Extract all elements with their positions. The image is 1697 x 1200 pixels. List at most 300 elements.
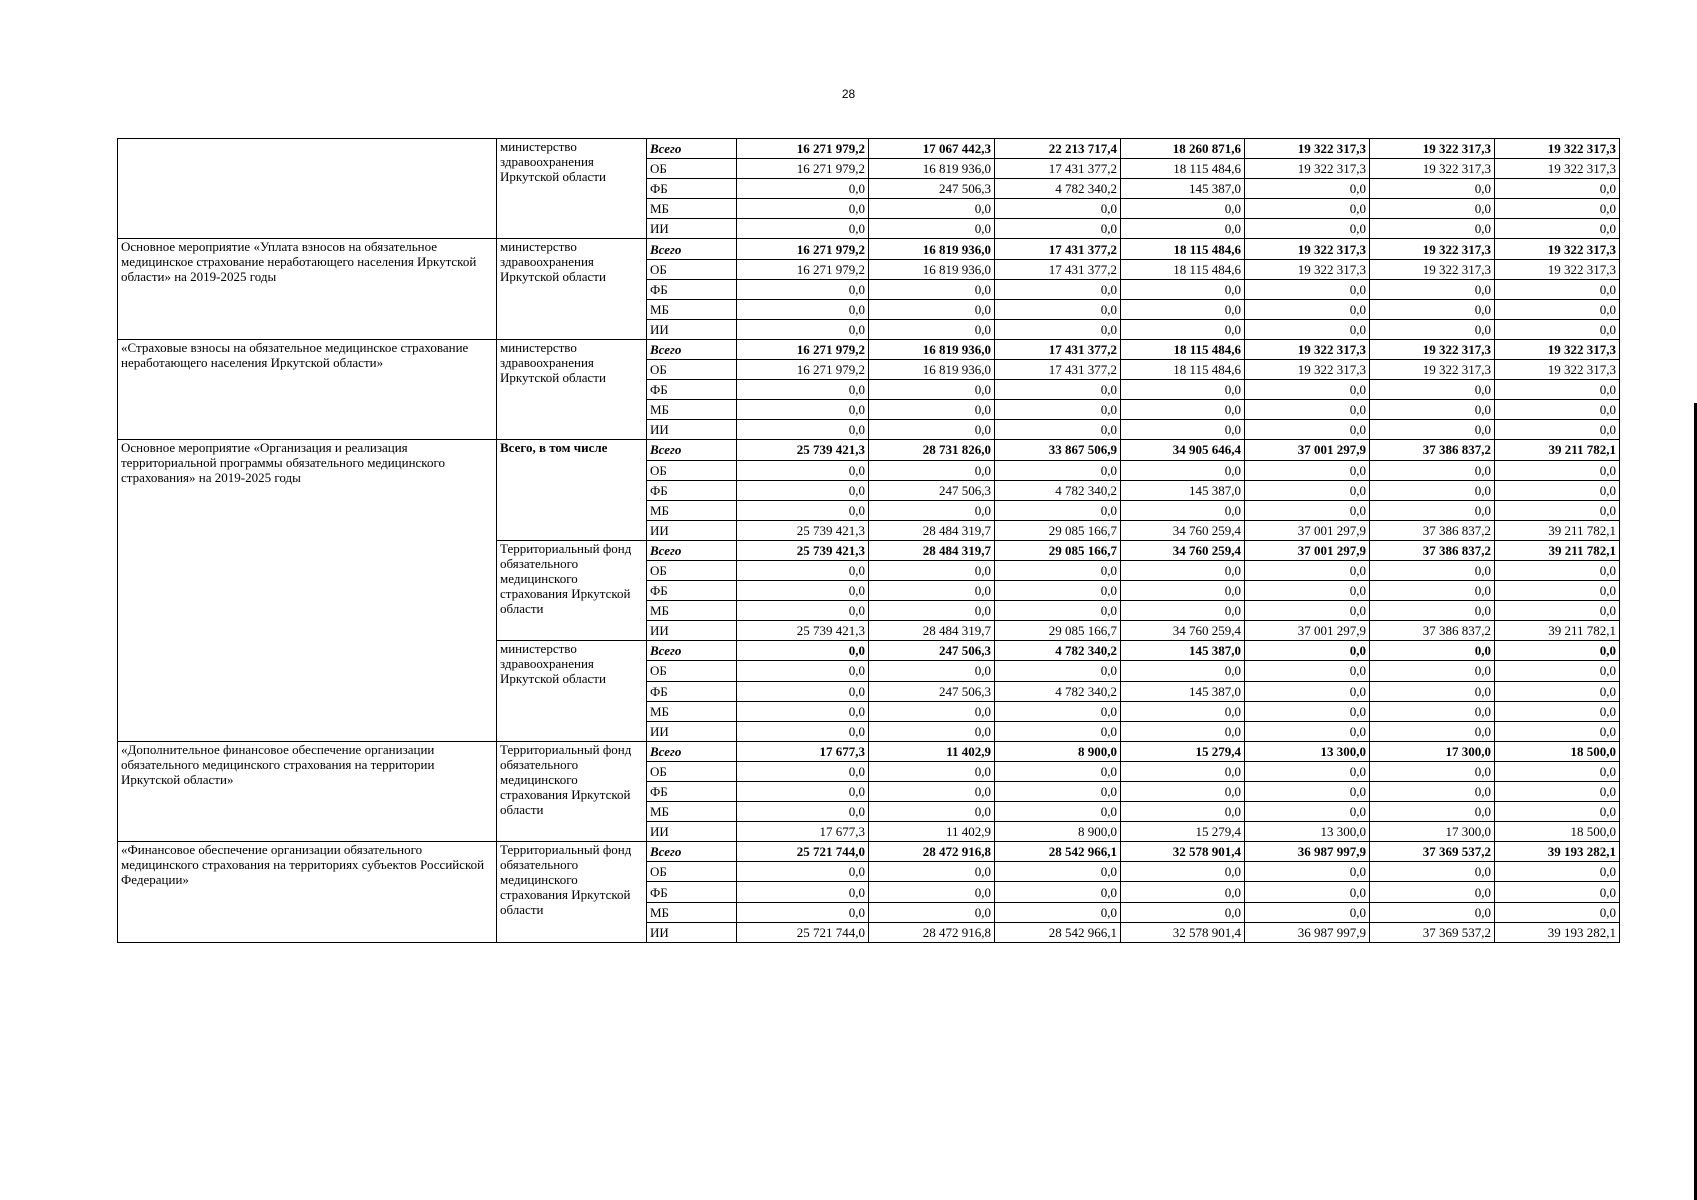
amount-cell: 0,0 bbox=[1370, 782, 1495, 802]
amount-cell: 4 782 340,2 bbox=[995, 179, 1121, 199]
amount-cell: 0,0 bbox=[1245, 219, 1370, 239]
amount-cell: 25 739 421,3 bbox=[737, 621, 869, 641]
funding-source-cell: ОБ bbox=[647, 460, 737, 480]
activity-name-cell bbox=[118, 139, 497, 239]
amount-cell: 0,0 bbox=[1495, 480, 1620, 500]
funding-source-cell: ИИ bbox=[647, 319, 737, 339]
amount-cell: 19 322 317,3 bbox=[1495, 159, 1620, 179]
amount-cell: 37 001 297,9 bbox=[1245, 621, 1370, 641]
funding-source-cell: ОБ bbox=[647, 259, 737, 279]
amount-cell: 16 819 936,0 bbox=[869, 360, 995, 380]
amount-cell: 0,0 bbox=[1121, 862, 1245, 882]
funding-source-cell: ОБ bbox=[647, 661, 737, 681]
amount-cell: 247 506,3 bbox=[869, 480, 995, 500]
funding-source-cell: ИИ bbox=[647, 219, 737, 239]
amount-cell: 34 760 259,4 bbox=[1121, 540, 1245, 560]
amount-cell: 13 300,0 bbox=[1245, 822, 1370, 842]
amount-cell: 0,0 bbox=[737, 802, 869, 822]
amount-cell: 0,0 bbox=[1495, 661, 1620, 681]
funding-source-cell: Всего bbox=[647, 239, 737, 259]
amount-cell: 0,0 bbox=[1245, 661, 1370, 681]
amount-cell: 25 721 744,0 bbox=[737, 842, 869, 862]
amount-cell: 28 472 916,8 bbox=[869, 842, 995, 862]
amount-cell: 29 085 166,7 bbox=[995, 540, 1121, 560]
amount-cell: 0,0 bbox=[1245, 701, 1370, 721]
amount-cell: 0,0 bbox=[1370, 380, 1495, 400]
amount-cell: 15 279,4 bbox=[1121, 741, 1245, 761]
amount-cell: 0,0 bbox=[1370, 601, 1495, 621]
amount-cell: 0,0 bbox=[1245, 460, 1370, 480]
funding-source-cell: ИИ bbox=[647, 721, 737, 741]
funding-source-cell: Всего bbox=[647, 339, 737, 359]
amount-cell: 19 322 317,3 bbox=[1495, 139, 1620, 159]
amount-cell: 0,0 bbox=[1495, 319, 1620, 339]
amount-cell: 0,0 bbox=[1495, 721, 1620, 741]
funding-source-cell: Всего bbox=[647, 641, 737, 661]
amount-cell: 0,0 bbox=[1245, 882, 1370, 902]
amount-cell: 4 782 340,2 bbox=[995, 681, 1121, 701]
amount-cell: 0,0 bbox=[1245, 721, 1370, 741]
amount-cell: 0,0 bbox=[995, 802, 1121, 822]
amount-cell: 39 211 782,1 bbox=[1495, 520, 1620, 540]
amount-cell: 0,0 bbox=[869, 560, 995, 580]
amount-cell: 37 386 837,2 bbox=[1370, 621, 1495, 641]
amount-cell: 0,0 bbox=[869, 902, 995, 922]
activity-name-cell: Основное мероприятие «Уплата взносов на обязательное медицинское страхование неработающего населения Иркутской области» на 2019-2025 годы bbox=[118, 239, 497, 339]
amount-cell: 0,0 bbox=[737, 400, 869, 420]
amount-cell: 19 322 317,3 bbox=[1370, 139, 1495, 159]
amount-cell: 0,0 bbox=[869, 782, 995, 802]
amount-cell: 0,0 bbox=[869, 802, 995, 822]
amount-cell: 0,0 bbox=[1370, 420, 1495, 440]
amount-cell: 25 739 421,3 bbox=[737, 440, 869, 460]
amount-cell: 0,0 bbox=[995, 400, 1121, 420]
amount-cell: 4 782 340,2 bbox=[995, 480, 1121, 500]
amount-cell: 16 271 979,2 bbox=[737, 159, 869, 179]
amount-cell: 247 506,3 bbox=[869, 641, 995, 661]
amount-cell: 0,0 bbox=[1495, 902, 1620, 922]
amount-cell: 0,0 bbox=[1370, 560, 1495, 580]
funding-source-cell: ФБ bbox=[647, 279, 737, 299]
amount-cell: 0,0 bbox=[995, 299, 1121, 319]
amount-cell: 145 387,0 bbox=[1121, 681, 1245, 701]
amount-cell: 0,0 bbox=[1370, 460, 1495, 480]
amount-cell: 16 271 979,2 bbox=[737, 259, 869, 279]
amount-cell: 0,0 bbox=[1495, 500, 1620, 520]
table-row bbox=[118, 842, 1620, 862]
amount-cell: 37 001 297,9 bbox=[1245, 440, 1370, 460]
amount-cell: 17 431 377,2 bbox=[995, 259, 1121, 279]
amount-cell: 37 369 537,2 bbox=[1370, 922, 1495, 942]
amount-cell: 0,0 bbox=[1370, 279, 1495, 299]
amount-cell: 0,0 bbox=[995, 902, 1121, 922]
amount-cell: 0,0 bbox=[1495, 380, 1620, 400]
amount-cell: 0,0 bbox=[1370, 721, 1495, 741]
amount-cell: 36 987 997,9 bbox=[1245, 922, 1370, 942]
amount-cell: 0,0 bbox=[995, 581, 1121, 601]
amount-cell: 0,0 bbox=[1121, 661, 1245, 681]
amount-cell: 0,0 bbox=[1121, 319, 1245, 339]
amount-cell: 19 322 317,3 bbox=[1245, 339, 1370, 359]
amount-cell: 0,0 bbox=[737, 581, 869, 601]
amount-cell: 0,0 bbox=[737, 299, 869, 319]
amount-cell: 0,0 bbox=[1245, 380, 1370, 400]
funding-source-cell: ИИ bbox=[647, 822, 737, 842]
funding-source-cell: Всего bbox=[647, 139, 737, 159]
amount-cell: 0,0 bbox=[995, 882, 1121, 902]
amount-cell: 39 211 782,1 bbox=[1495, 440, 1620, 460]
amount-cell: 0,0 bbox=[1121, 420, 1245, 440]
funding-source-cell: МБ bbox=[647, 400, 737, 420]
amount-cell: 37 369 537,2 bbox=[1370, 842, 1495, 862]
amount-cell: 18 115 484,6 bbox=[1121, 360, 1245, 380]
amount-cell: 19 322 317,3 bbox=[1370, 259, 1495, 279]
amount-cell: 0,0 bbox=[1245, 179, 1370, 199]
amount-cell: 34 905 646,4 bbox=[1121, 440, 1245, 460]
amount-cell: 34 760 259,4 bbox=[1121, 520, 1245, 540]
amount-cell: 0,0 bbox=[1121, 500, 1245, 520]
amount-cell: 0,0 bbox=[1495, 400, 1620, 420]
amount-cell: 33 867 506,9 bbox=[995, 440, 1121, 460]
executor-cell: министерство здравоохранения Иркутской области bbox=[497, 339, 647, 439]
amount-cell: 0,0 bbox=[869, 199, 995, 219]
amount-cell: 0,0 bbox=[737, 882, 869, 902]
table-row bbox=[118, 339, 1620, 359]
amount-cell: 0,0 bbox=[1121, 199, 1245, 219]
amount-cell: 39 193 282,1 bbox=[1495, 922, 1620, 942]
amount-cell: 29 085 166,7 bbox=[995, 621, 1121, 641]
amount-cell: 0,0 bbox=[995, 219, 1121, 239]
amount-cell: 19 322 317,3 bbox=[1370, 239, 1495, 259]
amount-cell: 0,0 bbox=[1121, 219, 1245, 239]
amount-cell: 8 900,0 bbox=[995, 822, 1121, 842]
amount-cell: 16 271 979,2 bbox=[737, 339, 869, 359]
activity-name-cell: «Страховые взносы на обязательное медицинское страхование неработающего населения Иркутской области» bbox=[118, 339, 497, 439]
amount-cell: 19 322 317,3 bbox=[1370, 360, 1495, 380]
amount-cell: 0,0 bbox=[1121, 882, 1245, 902]
amount-cell: 25 739 421,3 bbox=[737, 540, 869, 560]
executor-cell: Территориальный фонд обязательного медицинского страхования Иркутской области bbox=[497, 741, 647, 841]
funding-source-cell: ИИ bbox=[647, 922, 737, 942]
executor-cell: министерство здравоохранения Иркутской области bbox=[497, 641, 647, 741]
amount-cell: 17 300,0 bbox=[1370, 822, 1495, 842]
amount-cell: 0,0 bbox=[1495, 761, 1620, 781]
amount-cell: 17 431 377,2 bbox=[995, 360, 1121, 380]
executor-cell: министерство здравоохранения Иркутской области bbox=[497, 139, 647, 239]
amount-cell: 19 322 317,3 bbox=[1370, 339, 1495, 359]
funding-source-cell: ФБ bbox=[647, 782, 737, 802]
funding-source-cell: ФБ bbox=[647, 480, 737, 500]
amount-cell: 37 386 837,2 bbox=[1370, 520, 1495, 540]
amount-cell: 17 067 442,3 bbox=[869, 139, 995, 159]
funding-source-cell: МБ bbox=[647, 902, 737, 922]
amount-cell: 16 271 979,2 bbox=[737, 360, 869, 380]
funding-source-cell: МБ bbox=[647, 701, 737, 721]
amount-cell: 0,0 bbox=[869, 219, 995, 239]
amount-cell: 18 115 484,6 bbox=[1121, 339, 1245, 359]
amount-cell: 0,0 bbox=[1495, 179, 1620, 199]
amount-cell: 0,0 bbox=[1121, 400, 1245, 420]
amount-cell: 0,0 bbox=[1370, 681, 1495, 701]
amount-cell: 0,0 bbox=[737, 902, 869, 922]
amount-cell: 0,0 bbox=[869, 400, 995, 420]
funding-source-cell: Всего bbox=[647, 540, 737, 560]
amount-cell: 19 322 317,3 bbox=[1245, 139, 1370, 159]
amount-cell: 0,0 bbox=[737, 661, 869, 681]
amount-cell: 0,0 bbox=[869, 319, 995, 339]
funding-source-cell: Всего bbox=[647, 440, 737, 460]
amount-cell: 0,0 bbox=[869, 279, 995, 299]
amount-cell: 0,0 bbox=[869, 460, 995, 480]
amount-cell: 0,0 bbox=[995, 601, 1121, 621]
funding-source-cell: ФБ bbox=[647, 681, 737, 701]
amount-cell: 0,0 bbox=[1370, 219, 1495, 239]
amount-cell: 28 731 826,0 bbox=[869, 440, 995, 460]
amount-cell: 0,0 bbox=[1495, 560, 1620, 580]
amount-cell: 0,0 bbox=[995, 500, 1121, 520]
executor-cell: Территориальный фонд обязательного медицинского страхования Иркутской области bbox=[497, 540, 647, 640]
funding-source-cell: ОБ bbox=[647, 862, 737, 882]
amount-cell: 0,0 bbox=[1245, 802, 1370, 822]
amount-cell: 0,0 bbox=[869, 721, 995, 741]
amount-cell: 0,0 bbox=[737, 319, 869, 339]
funding-source-cell: ФБ bbox=[647, 581, 737, 601]
amount-cell: 28 484 319,7 bbox=[869, 540, 995, 560]
amount-cell: 17 431 377,2 bbox=[995, 339, 1121, 359]
amount-cell: 0,0 bbox=[1245, 641, 1370, 661]
amount-cell: 0,0 bbox=[995, 319, 1121, 339]
amount-cell: 0,0 bbox=[1121, 380, 1245, 400]
amount-cell: 145 387,0 bbox=[1121, 480, 1245, 500]
amount-cell: 0,0 bbox=[1245, 299, 1370, 319]
amount-cell: 247 506,3 bbox=[869, 681, 995, 701]
amount-cell: 17 677,3 bbox=[737, 822, 869, 842]
page-number: 28 bbox=[841, 87, 856, 101]
amount-cell: 0,0 bbox=[737, 761, 869, 781]
amount-cell: 11 402,9 bbox=[869, 741, 995, 761]
amount-cell: 0,0 bbox=[995, 701, 1121, 721]
activity-name-cell: «Дополнительное финансовое обеспечение организации обязательного медицинского страхования на территории Иркутской области» bbox=[118, 741, 497, 841]
amount-cell: 0,0 bbox=[995, 199, 1121, 219]
amount-cell: 28 472 916,8 bbox=[869, 922, 995, 942]
amount-cell: 0,0 bbox=[1370, 581, 1495, 601]
amount-cell: 0,0 bbox=[1245, 480, 1370, 500]
amount-cell: 0,0 bbox=[869, 299, 995, 319]
amount-cell: 0,0 bbox=[995, 420, 1121, 440]
amount-cell: 18 115 484,6 bbox=[1121, 159, 1245, 179]
amount-cell: 0,0 bbox=[1370, 299, 1495, 319]
amount-cell: 39 211 782,1 bbox=[1495, 540, 1620, 560]
funding-source-cell: ОБ bbox=[647, 560, 737, 580]
amount-cell: 0,0 bbox=[1121, 721, 1245, 741]
amount-cell: 0,0 bbox=[1370, 701, 1495, 721]
amount-cell: 0,0 bbox=[869, 701, 995, 721]
amount-cell: 37 386 837,2 bbox=[1370, 540, 1495, 560]
amount-cell: 16 819 936,0 bbox=[869, 159, 995, 179]
amount-cell: 0,0 bbox=[995, 721, 1121, 741]
funding-source-cell: ОБ bbox=[647, 159, 737, 179]
amount-cell: 0,0 bbox=[1495, 782, 1620, 802]
amount-cell: 145 387,0 bbox=[1121, 179, 1245, 199]
amount-cell: 37 001 297,9 bbox=[1245, 540, 1370, 560]
amount-cell: 0,0 bbox=[1495, 279, 1620, 299]
amount-cell: 16 819 936,0 bbox=[869, 239, 995, 259]
table-row bbox=[118, 239, 1620, 259]
amount-cell: 0,0 bbox=[737, 782, 869, 802]
funding-source-cell: МБ bbox=[647, 299, 737, 319]
amount-cell: 0,0 bbox=[1121, 581, 1245, 601]
amount-cell: 0,0 bbox=[1495, 882, 1620, 902]
amount-cell: 0,0 bbox=[737, 862, 869, 882]
amount-cell: 0,0 bbox=[1245, 319, 1370, 339]
amount-cell: 0,0 bbox=[1245, 782, 1370, 802]
amount-cell: 0,0 bbox=[1495, 681, 1620, 701]
amount-cell: 0,0 bbox=[1370, 802, 1495, 822]
amount-cell: 0,0 bbox=[1245, 601, 1370, 621]
amount-cell: 0,0 bbox=[737, 641, 869, 661]
amount-cell: 0,0 bbox=[1370, 862, 1495, 882]
amount-cell: 32 578 901,4 bbox=[1121, 922, 1245, 942]
table-row bbox=[118, 139, 1620, 159]
amount-cell: 17 300,0 bbox=[1370, 741, 1495, 761]
amount-cell: 0,0 bbox=[995, 782, 1121, 802]
amount-cell: 17 677,3 bbox=[737, 741, 869, 761]
amount-cell: 0,0 bbox=[1370, 902, 1495, 922]
amount-cell: 39 211 782,1 bbox=[1495, 621, 1620, 641]
amount-cell: 0,0 bbox=[869, 882, 995, 902]
amount-cell: 29 085 166,7 bbox=[995, 520, 1121, 540]
amount-cell: 16 271 979,2 bbox=[737, 239, 869, 259]
amount-cell: 0,0 bbox=[1245, 420, 1370, 440]
amount-cell: 19 322 317,3 bbox=[1245, 259, 1370, 279]
amount-cell: 37 386 837,2 bbox=[1370, 440, 1495, 460]
amount-cell: 0,0 bbox=[995, 460, 1121, 480]
amount-cell: 0,0 bbox=[869, 420, 995, 440]
amount-cell: 0,0 bbox=[995, 380, 1121, 400]
amount-cell: 37 001 297,9 bbox=[1245, 520, 1370, 540]
amount-cell: 15 279,4 bbox=[1121, 822, 1245, 842]
funding-source-cell: ОБ bbox=[647, 761, 737, 781]
amount-cell: 0,0 bbox=[737, 279, 869, 299]
amount-cell: 0,0 bbox=[1370, 199, 1495, 219]
amount-cell: 39 193 282,1 bbox=[1495, 842, 1620, 862]
funding-source-cell: Всего bbox=[647, 842, 737, 862]
amount-cell: 0,0 bbox=[869, 601, 995, 621]
amount-cell: 0,0 bbox=[869, 661, 995, 681]
amount-cell: 19 322 317,3 bbox=[1370, 159, 1495, 179]
amount-cell: 0,0 bbox=[737, 380, 869, 400]
amount-cell: 0,0 bbox=[1495, 199, 1620, 219]
amount-cell: 28 542 966,1 bbox=[995, 842, 1121, 862]
amount-cell: 0,0 bbox=[1245, 560, 1370, 580]
budget-table bbox=[117, 138, 1620, 943]
funding-source-cell: МБ bbox=[647, 601, 737, 621]
funding-source-cell: ИИ bbox=[647, 520, 737, 540]
amount-cell: 0,0 bbox=[869, 862, 995, 882]
executor-cell: Территориальный фонд обязательного медицинского страхования Иркутской области bbox=[497, 842, 647, 942]
amount-cell: 0,0 bbox=[1370, 661, 1495, 681]
amount-cell: 19 322 317,3 bbox=[1495, 239, 1620, 259]
amount-cell: 28 484 319,7 bbox=[869, 621, 995, 641]
amount-cell: 0,0 bbox=[869, 380, 995, 400]
amount-cell: 0,0 bbox=[737, 179, 869, 199]
amount-cell: 0,0 bbox=[1370, 500, 1495, 520]
amount-cell: 28 484 319,7 bbox=[869, 520, 995, 540]
amount-cell: 18 260 871,6 bbox=[1121, 139, 1245, 159]
amount-cell: 36 987 997,9 bbox=[1245, 842, 1370, 862]
funding-source-cell: ОБ bbox=[647, 360, 737, 380]
amount-cell: 0,0 bbox=[1121, 460, 1245, 480]
amount-cell: 0,0 bbox=[1121, 560, 1245, 580]
amount-cell: 17 431 377,2 bbox=[995, 239, 1121, 259]
amount-cell: 0,0 bbox=[737, 480, 869, 500]
amount-cell: 0,0 bbox=[869, 761, 995, 781]
amount-cell: 0,0 bbox=[737, 721, 869, 741]
amount-cell: 0,0 bbox=[737, 601, 869, 621]
funding-source-cell: ФБ bbox=[647, 179, 737, 199]
amount-cell: 0,0 bbox=[869, 500, 995, 520]
funding-source-cell: МБ bbox=[647, 199, 737, 219]
amount-cell: 0,0 bbox=[737, 500, 869, 520]
activity-name-cell: Основное мероприятие «Организация и реализация территориальной программы обязательного медицинского страхования» на 2019-2025 годы bbox=[118, 440, 497, 741]
amount-cell: 0,0 bbox=[737, 199, 869, 219]
amount-cell: 0,0 bbox=[737, 560, 869, 580]
amount-cell: 0,0 bbox=[1245, 400, 1370, 420]
amount-cell: 32 578 901,4 bbox=[1121, 842, 1245, 862]
amount-cell: 0,0 bbox=[869, 581, 995, 601]
amount-cell: 0,0 bbox=[995, 661, 1121, 681]
amount-cell: 0,0 bbox=[1370, 480, 1495, 500]
amount-cell: 0,0 bbox=[1370, 179, 1495, 199]
amount-cell: 0,0 bbox=[1495, 299, 1620, 319]
executor-cell: министерство здравоохранения Иркутской области bbox=[497, 239, 647, 339]
amount-cell: 0,0 bbox=[1121, 802, 1245, 822]
funding-source-cell: ФБ bbox=[647, 882, 737, 902]
amount-cell: 25 721 744,0 bbox=[737, 922, 869, 942]
amount-cell: 0,0 bbox=[1121, 902, 1245, 922]
amount-cell: 0,0 bbox=[1495, 460, 1620, 480]
amount-cell: 34 760 259,4 bbox=[1121, 621, 1245, 641]
amount-cell: 18 115 484,6 bbox=[1121, 259, 1245, 279]
funding-source-cell: ИИ bbox=[647, 621, 737, 641]
amount-cell: 0,0 bbox=[1495, 862, 1620, 882]
amount-cell: 0,0 bbox=[995, 761, 1121, 781]
amount-cell: 0,0 bbox=[995, 279, 1121, 299]
amount-cell: 22 213 717,4 bbox=[995, 139, 1121, 159]
amount-cell: 16 819 936,0 bbox=[869, 339, 995, 359]
table-row bbox=[118, 440, 1620, 460]
amount-cell: 0,0 bbox=[1245, 681, 1370, 701]
table-row bbox=[118, 741, 1620, 761]
amount-cell: 0,0 bbox=[1121, 782, 1245, 802]
amount-cell: 11 402,9 bbox=[869, 822, 995, 842]
amount-cell: 4 782 340,2 bbox=[995, 641, 1121, 661]
amount-cell: 19 322 317,3 bbox=[1495, 339, 1620, 359]
amount-cell: 0,0 bbox=[1370, 761, 1495, 781]
amount-cell: 0,0 bbox=[1121, 279, 1245, 299]
funding-source-cell: МБ bbox=[647, 802, 737, 822]
amount-cell: 0,0 bbox=[1495, 601, 1620, 621]
amount-cell: 145 387,0 bbox=[1121, 641, 1245, 661]
amount-cell: 0,0 bbox=[737, 701, 869, 721]
amount-cell: 0,0 bbox=[1121, 601, 1245, 621]
amount-cell: 0,0 bbox=[1245, 199, 1370, 219]
amount-cell: 25 739 421,3 bbox=[737, 520, 869, 540]
funding-source-cell: ИИ bbox=[647, 420, 737, 440]
funding-source-cell: ФБ bbox=[647, 380, 737, 400]
amount-cell: 0,0 bbox=[737, 420, 869, 440]
amount-cell: 0,0 bbox=[1121, 701, 1245, 721]
